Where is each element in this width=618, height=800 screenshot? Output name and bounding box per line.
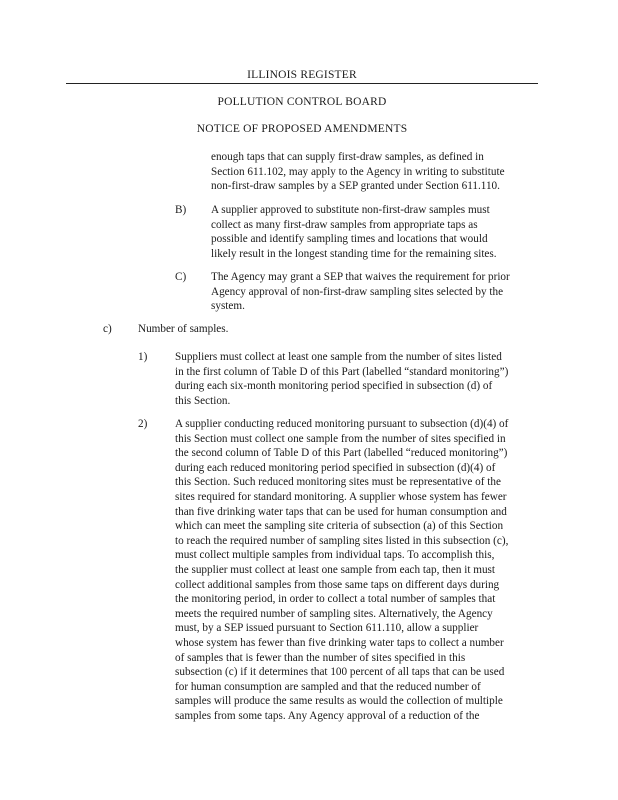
text-line: during each six-month monitoring period specified in subsection (d) of [175, 380, 493, 393]
text-line: must collect multiple samples from individual taps. To accomplish this, [175, 549, 495, 562]
text-line: collect as many first-draw samples from appropriate taps as [211, 218, 478, 231]
item-b-paragraph [211, 203, 524, 261]
text-line: whose system has fewer than five drinking water taps to collect a number [175, 636, 504, 649]
item-c-paragraph [211, 270, 528, 314]
text-line: sites required for standard monitoring. A supplier whose system has fewer [175, 490, 507, 503]
text-line: collect additional samples from those same taps on different days during [175, 578, 500, 591]
text-line: than five drinking water taps that can be used for human consumption and [175, 505, 507, 518]
text-line: likely result in the longest standing time for the remaining sites. [211, 247, 497, 260]
text-line: of samples that is fewer than the number of sites specified in this [175, 651, 466, 664]
item-b-label: B) [175, 204, 187, 216]
text-line: during each reduced monitoring period specified in subsection (d)(4) of [175, 461, 496, 474]
text-line: the supplier must collect at least one sample from each tap, then it must [175, 563, 495, 576]
notice-title: NOTICE OF PROPOSED AMENDMENTS [196, 123, 408, 135]
text-line: for human consumption are sampled and that the reduced number of [175, 680, 481, 693]
text-line: Suppliers must collect at least one sample from the number of sites listed [175, 351, 502, 363]
text-line: system. [211, 300, 245, 313]
text-line: which can meet the sampling site criteria of subsection (a) of this Section [175, 520, 504, 533]
text-line: non-first-draw samples by a SEP granted under Section 611.110. [211, 180, 500, 193]
text-line: The Agency may grant a SEP that waives the requirement for prior [211, 271, 510, 283]
text-line: in the first column of Table D of this Part (labelled “standard monitoring”) [175, 365, 509, 378]
text-line: A supplier approved to substitute non-first-draw samples must [211, 204, 490, 216]
text-line: this Section. [175, 394, 231, 407]
continuation-paragraph [211, 150, 508, 194]
board-title: POLLUTION CONTROL BOARD [217, 96, 387, 108]
text-line: must, by a SEP issued pursuant to Section 611.110, allow a supplier [175, 622, 479, 635]
text-line: this Section. Such reduced monitoring sites must be representative of the [175, 476, 501, 489]
register-title: ILLINOIS REGISTER [247, 69, 357, 81]
section-c-label: c) [103, 323, 112, 335]
text-line: the second column of Table D of this Part (labelled “reduced monitoring”) [175, 447, 508, 460]
section-c-heading [138, 322, 338, 337]
item-2-label: 2) [138, 418, 148, 430]
text-line: Agency approval of non-first-draw sampling sites selected by the [211, 285, 504, 298]
item-2-paragraph [175, 417, 525, 723]
text-line: samples will produce the same results as would the collection of multiple [175, 695, 503, 708]
text-line: samples from some taps. Any Agency approval of a reduction of the [175, 709, 480, 722]
text-line: meets the required number of sampling sites. Alternatively, the Agency [175, 607, 493, 620]
text-line: the monitoring period, in order to collect a total number of samples that [175, 593, 496, 606]
text-line: this Section must collect one sample from the number of sites specified in [175, 432, 506, 445]
text-line: subsection (c) if it determines that 100 percent of all taps that can be used [175, 666, 505, 679]
item-1-paragraph [175, 350, 520, 408]
text-line: to reach the required number of sampling sites listed in this subsection (c), [175, 534, 509, 547]
item-c-label: C) [175, 271, 187, 283]
item-1-label: 1) [138, 351, 148, 363]
text-line: enough taps that can supply first-draw samples, as defined in [211, 151, 484, 163]
text-line: A supplier conducting reduced monitoring pursuant to subsection (d)(4) of [175, 418, 509, 430]
text-line: Section 611.102, may apply to the Agency in writing to substitute [211, 165, 505, 178]
text-line: Number of samples. [138, 323, 229, 335]
text-line: possible and identify sampling times and locations that would [211, 233, 488, 246]
header-rule [66, 83, 538, 84]
